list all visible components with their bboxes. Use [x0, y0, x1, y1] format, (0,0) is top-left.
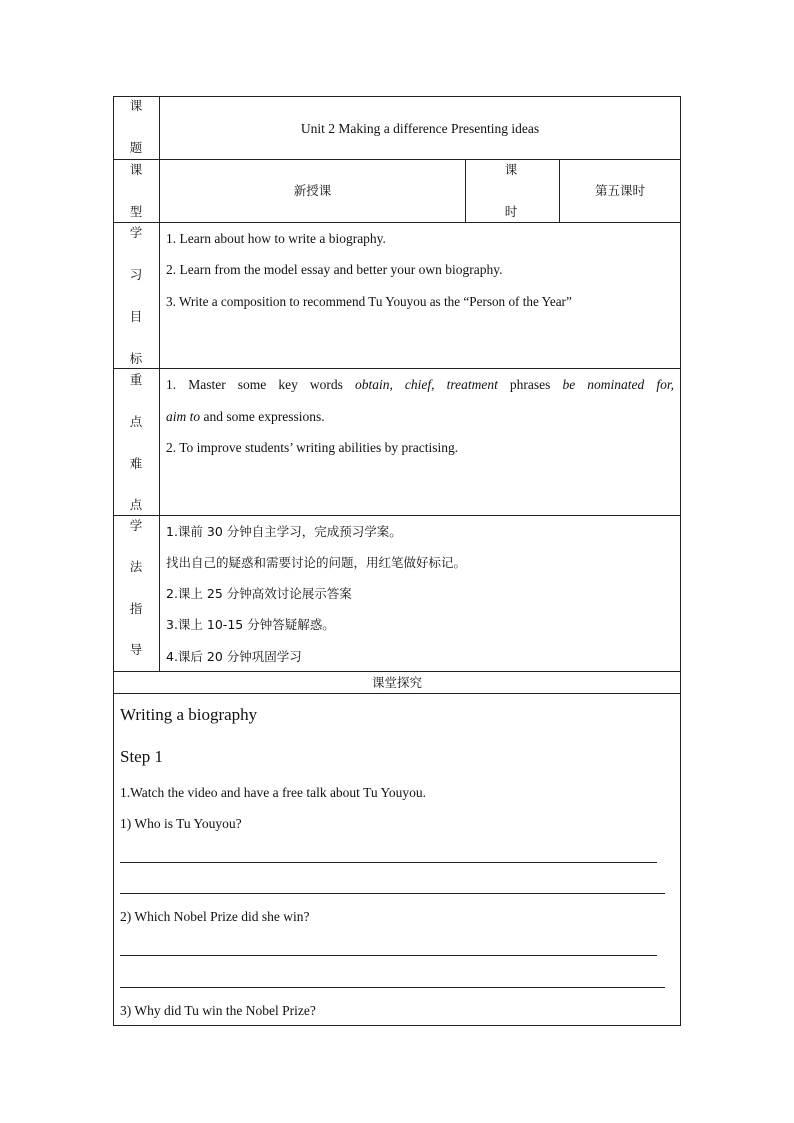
method-label-2: 法 — [129, 559, 143, 574]
table-border-row5 — [113, 671, 681, 672]
step-heading: Step 1 — [120, 747, 163, 766]
objectives-label-2: 习 — [129, 267, 143, 282]
keypoints-label-3: 难 — [129, 456, 143, 471]
type-label-1: 课 — [129, 162, 143, 177]
keypoint-item-2: 2. To improve students’ writing abilities by practising. — [166, 440, 459, 455]
objectives-label-1: 学 — [129, 225, 143, 240]
keypoint-item-1-line-2 — [166, 409, 325, 425]
table-border-bottom — [113, 1025, 681, 1026]
keypoint-suffix: and some expressions. — [200, 409, 325, 424]
classroom-title: 课堂探究 — [371, 675, 422, 690]
section-heading: Writing a biography — [120, 705, 258, 724]
keypoints-label-1: 重 — [129, 372, 143, 387]
method-item-3: 3.课上 10-15 分钟答疑解惑。 — [166, 617, 335, 632]
answer-line-1a[interactable] — [120, 862, 657, 863]
table-border-right — [680, 96, 681, 1026]
instruction: 1.Watch the video and have a free talk about Tu Youyou. — [120, 785, 426, 800]
keypoint-mid: phrases — [497, 377, 563, 392]
method-item-4: 4.课后 20 分钟巩固学习 — [166, 649, 302, 664]
lesson-topic: Unit 2 Making a difference Presenting ideas — [300, 121, 540, 136]
table-border-type-col — [465, 159, 466, 223]
type-label-2: 型 — [129, 204, 143, 219]
keypoint-phrase-1: be nominated for, — [562, 377, 674, 392]
topic-label-1: 课 — [129, 98, 143, 113]
table-border-row1 — [113, 159, 681, 160]
method-label-3: 指 — [129, 601, 143, 616]
lesson-period: 第五课时 — [594, 183, 645, 198]
table-border-top — [113, 96, 681, 97]
method-label-4: 导 — [129, 642, 143, 657]
method-item-1: 1.课前 30 分钟自主学习，完成预习学案。 — [166, 524, 402, 539]
table-border-row4 — [113, 515, 681, 516]
answer-line-2a[interactable] — [120, 955, 657, 956]
keypoint-phrase-2: aim to — [166, 409, 201, 424]
keypoints-label-4: 点 — [129, 497, 143, 512]
question-3: 3) Why did Tu win the Nobel Prize? — [120, 1003, 316, 1018]
keypoint-words: obtain, chief, treatment — [354, 377, 498, 392]
method-item-2: 2.课上 25 分钟高效讨论展示答案 — [166, 586, 352, 601]
period-label-2: 时 — [504, 204, 518, 219]
topic-label-2: 题 — [129, 140, 143, 155]
objective-item-2: 2. Learn from the model essay and better your own biography. — [166, 262, 503, 277]
method-label-1: 学 — [129, 518, 143, 533]
objectives-label-3: 目 — [129, 309, 143, 324]
answer-line-1b[interactable] — [120, 893, 665, 894]
table-border-row6 — [113, 693, 681, 694]
objective-item-3: 3. Write a composition to recommend Tu Youyou as the “Person of the Year” — [166, 294, 572, 309]
keypoints-label-2: 点 — [129, 414, 143, 429]
answer-line-2b[interactable] — [120, 987, 665, 988]
table-border-row3 — [113, 368, 681, 369]
lesson-type: 新授课 — [293, 183, 332, 198]
keypoint-prefix: 1. Master some key words — [166, 377, 355, 392]
keypoint-item-1-line-1 — [166, 377, 674, 393]
question-2: 2) Which Nobel Prize did she win? — [120, 909, 310, 924]
period-label-1: 课 — [504, 162, 518, 177]
method-item-1-note: 找出自己的疑惑和需要讨论的问题，用红笔做好标记。 — [166, 555, 467, 570]
question-1: 1) Who is Tu Youyou? — [120, 816, 242, 831]
objective-item-1: 1. Learn about how to write a biography. — [166, 231, 386, 246]
table-border-row2 — [113, 222, 681, 223]
objectives-label-4: 标 — [129, 351, 143, 366]
